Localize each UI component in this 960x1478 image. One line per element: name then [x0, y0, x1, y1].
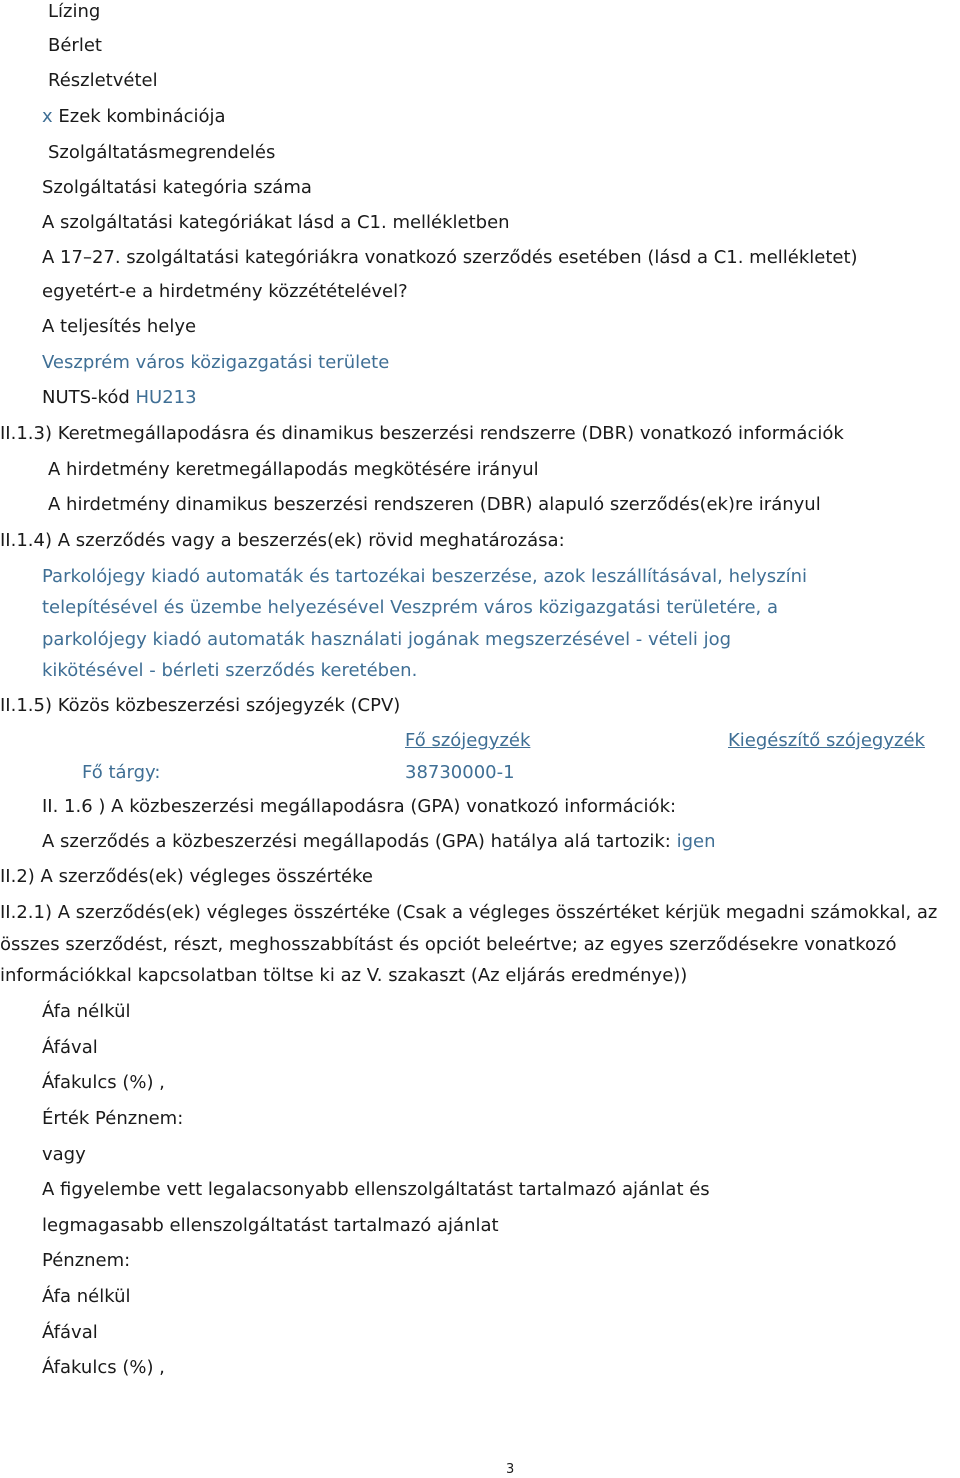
- framework-agreement-option: A hirdetmény keretmegállapodás megkötésére irányul: [48, 459, 539, 480]
- service-category-question-line1: A 17–27. szolgáltatási kategóriákra vonatkozó szerződés esetében (lásd a C1. mellékletet): [42, 247, 858, 268]
- place-label: A teljesítés helye: [42, 316, 197, 337]
- section-121-text-line: II.2.1) A szerződés(ek) végleges összértéke (Csak a végleges összértéket kérjük megadni számokkal, az: [0, 902, 938, 923]
- range-text-line1: A figyelembe vett legalacsonyabb ellenszolgáltatást tartalmazó ajánlat és: [42, 1179, 710, 1200]
- main-vocabulary-header: Fő szójegyzék: [405, 730, 531, 751]
- option-berlet: Bérlet: [48, 35, 102, 56]
- description-line: kikötésével - bérleti szerződés keretében.: [42, 660, 418, 681]
- description-line: Parkolójegy kiadó automaták és tartozékai beszerzése, azok leszállításával, helyszíni: [42, 566, 807, 587]
- supplementary-vocabulary-header: Kiegészítő szójegyzék: [728, 730, 925, 751]
- field-afa-nelkul-2: Áfa nélkül: [42, 1286, 131, 1307]
- description-line: parkolójegy kiadó automaták használati jogának megszerzésével - vételi jog: [42, 629, 732, 650]
- range-text-line2: legmagasabb ellenszolgáltatást tartalmazó ajánlat: [42, 1215, 499, 1236]
- option-kombinacio: [42, 105, 226, 129]
- section-12-heading: II.2) A szerződés(ek) végleges összértéke: [0, 866, 373, 887]
- selected-mark: x: [42, 106, 53, 127]
- page-number: 3: [506, 1462, 515, 1477]
- or-separator: vagy: [42, 1144, 86, 1165]
- section-114-heading: II.1.4) A szerződés vagy a beszerzés(ek) rövid meghatározása:: [0, 530, 565, 551]
- place-value: Veszprém város közigazgatási területe: [42, 352, 390, 373]
- nuts-line: [42, 386, 197, 410]
- description-line: telepítésével és üzembe helyezésével Veszprém város közigazgatási területére, a: [42, 597, 779, 618]
- field-penznem: Pénznem:: [42, 1250, 131, 1271]
- nuts-value: HU213: [135, 387, 197, 408]
- service-category-annex-note: A szolgáltatási kategóriákat lásd a C1. mellékletben: [42, 212, 510, 233]
- dps-option: A hirdetmény dinamikus beszerzési rendszeren (DBR) alapuló szerződés(ek)re irányul: [48, 494, 821, 515]
- field-afakulcs-2: Áfakulcs (%) ,: [42, 1357, 165, 1378]
- main-object-label: Fő tárgy:: [82, 762, 161, 783]
- option-kombinacio-label: Ezek kombinációja: [58, 106, 226, 127]
- option-lizing: Lízing: [48, 1, 101, 22]
- nuts-label: NUTS-kód: [42, 387, 130, 408]
- gpa-text: A szerződés a közbeszerzési megállapodás (GPA) hatálya alá tartozik:: [42, 831, 671, 852]
- service-category-question-line2: egyetért-e a hirdetmény közzétételével?: [42, 281, 408, 302]
- service-category-number-label: Szolgáltatási kategória száma: [42, 177, 312, 198]
- option-szolgaltatas: Szolgáltatásmegrendelés: [48, 142, 276, 163]
- field-afaval: Áfával: [42, 1037, 98, 1058]
- field-afaval-2: Áfával: [42, 1322, 98, 1343]
- field-afa-nelkul: Áfa nélkül: [42, 1001, 131, 1022]
- field-ertek-penznem: Érték Pénznem:: [42, 1108, 184, 1129]
- option-reszletvetel: Részletvétel: [48, 70, 158, 91]
- field-afakulcs: Áfakulcs (%) ,: [42, 1072, 165, 1093]
- section-121-text-line: összes szerződést, részt, meghosszabbítást és opciót beleértve; az egyes szerződésekre vonatkozó: [0, 934, 897, 955]
- gpa-line: [42, 830, 716, 854]
- section-115-heading: II.1.5) Közös közbeszerzési szójegyzék (CPV): [0, 695, 401, 716]
- section-113-heading: II.1.3) Keretmegállapodásra és dinamikus beszerzési rendszerre (DBR) vonatkozó információk: [0, 423, 844, 444]
- gpa-value: igen: [676, 831, 716, 852]
- section-121-text-line: információkkal kapcsolatban töltse ki az V. szakaszt (Az eljárás eredménye)): [0, 965, 688, 986]
- section-116-heading: II. 1.6 ) A közbeszerzési megállapodásra (GPA) vonatkozó információk:: [42, 796, 677, 817]
- main-object-cpv-code: 38730000-1: [405, 762, 515, 783]
